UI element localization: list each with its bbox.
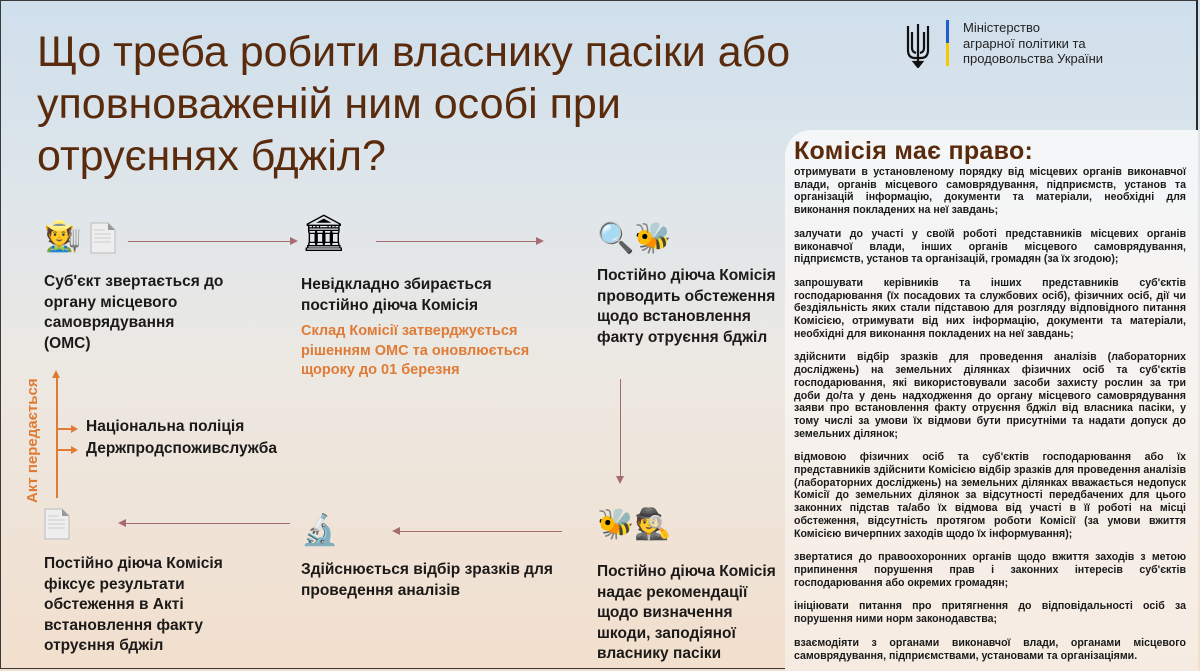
step-text: Невідкладно збирається постійно діюча Комісія: [301, 276, 492, 314]
flag-bar: [946, 20, 949, 66]
flow-arrow: [620, 379, 621, 482]
destination-national-police: Національна поліція: [86, 418, 245, 435]
document-icon: [44, 508, 70, 540]
ministry-name: Міністерство аграрної політики та продовольства України: [963, 20, 1104, 66]
step-note: Склад Комісії затверджується рішенням ОМС та оновлюється щороку до 01 березня: [301, 323, 530, 378]
right-item: взаємодіяти з органами виконавчої влади, органами місцевого самоврядування, підприємствами, установами та організаціями.: [794, 636, 1186, 662]
right-item: звертатися до правоохоронних органів щодо вжиття заходів з метою припинення порушення прав і законних інтересів суб'єктів господарювання або окремих громадян;: [794, 551, 1186, 589]
right-item: запрошувати керівників та інших представників суб'єктів господарювання (їх посадових та службових осіб), фізичних осіб, дії чи бездіяльність яких стали підставою для розгляду відповідного питання Комісією, отримувати від них інформацію, документи та матеріали, необхідні для виконання покладених на неї завдань;: [794, 276, 1186, 340]
microscope-icon: 🔬: [301, 514, 339, 547]
page-title: Що треба робити власнику пасіки або уповноваженій ним особі при отруєннях бджіл?: [37, 28, 791, 180]
commission-rights-panel: [785, 130, 1198, 671]
flow-arrow: [376, 241, 542, 242]
act-transfer-branch-arrow: [57, 449, 74, 451]
step-text: Здійснюється відбір зразків для проведення аналізів: [301, 561, 553, 599]
step-text: Постійно діюча Комісія проводить обстеження щодо встановлення факту отруєння бджіл: [597, 267, 776, 346]
ministry-logo: [905, 20, 1103, 68]
step-commission-inspects: [597, 222, 777, 348]
bee-icon: 🐝: [597, 508, 635, 541]
right-item: відмовою фізичних осіб та суб'єктів господарювання або їх представників здійснити Комісією відбір зразків для проведення аналізів (лабораторних досліджень) на земельних ділянках вважається недопуск Комісії до земельних ділянок за відсутності передбачених для цього законних підстав та/або їх відмова від участі в її роботі на місці обстеження, відсутність протягом роботи Комісії (за умови вжиття Комісією вичерпних заходів щодо їх інформування);: [794, 451, 1186, 540]
step-text: Постійно діюча Комісія фіксує результати обстеження в Акті встановлення факту отруєння бджіл: [44, 555, 223, 654]
right-item: отримувати в установленому порядку від місцевих органів виконавчої влади, органів місцевого самоврядування, підприємств, установ та організацій інформацію, документи та матеріали, необхідні для виконання покладених на неї завдань;: [794, 166, 1186, 217]
act-transfer-label: Акт передається: [24, 378, 41, 503]
trident-coat-of-arms-icon: [905, 22, 931, 68]
step-recommendations: [597, 508, 777, 665]
step-sampling: [301, 514, 561, 601]
act-transfer-branch-arrow: [57, 428, 74, 430]
step-commission-assembles: [301, 207, 561, 381]
magnifier-icon: 🔍: [597, 222, 635, 255]
document-icon: [90, 222, 116, 254]
right-item: залучати до участі у своїй роботі представників місцевих органів виконавчої влади, інших органів місцевого самоврядування, підприємств, установ та організацій, громадян (за їх згодою);: [794, 227, 1186, 266]
right-item: ініціювати питання про притягнення до відповідальності осіб за порушення ними норм законодавства;: [794, 600, 1186, 626]
right-item: здійснити відбір зразків для проведення аналізів (лабораторних досліджень) на земельних ділянках фізичних осіб та суб'єктів господарювання, які використовували засоби захисту рослин за три доби до/та у день надходження до органу місцевого самоврядування заяви про встановлення факту отруєння бджіл від власника пасіки, у тому числі за умови їх відмови бути присутніми та надати допуск до земельних ділянок;: [794, 351, 1186, 440]
flow-arrow: [128, 241, 296, 242]
step-text: Постійно діюча Комісія надає рекомендації щодо визначення шкоди, заподіяної власнику пасіки: [597, 563, 776, 662]
farmer-icon: 🧑‍🌾: [44, 220, 82, 253]
destination-food-safety-service: Держпродспоживслужба: [86, 440, 277, 457]
step-text: Суб'єкт звертається до органу місцевого самоврядування (ОМС): [44, 273, 224, 352]
government-building-flag-icon: 🏛: [301, 212, 347, 253]
act-transfer-arrow: [56, 374, 58, 498]
bee-icon: 🐝: [634, 222, 672, 255]
step-act-recorded: [44, 506, 264, 657]
detective-icon: 🕵: [634, 508, 672, 541]
panel-title: Комісія має право:: [794, 137, 1034, 165]
